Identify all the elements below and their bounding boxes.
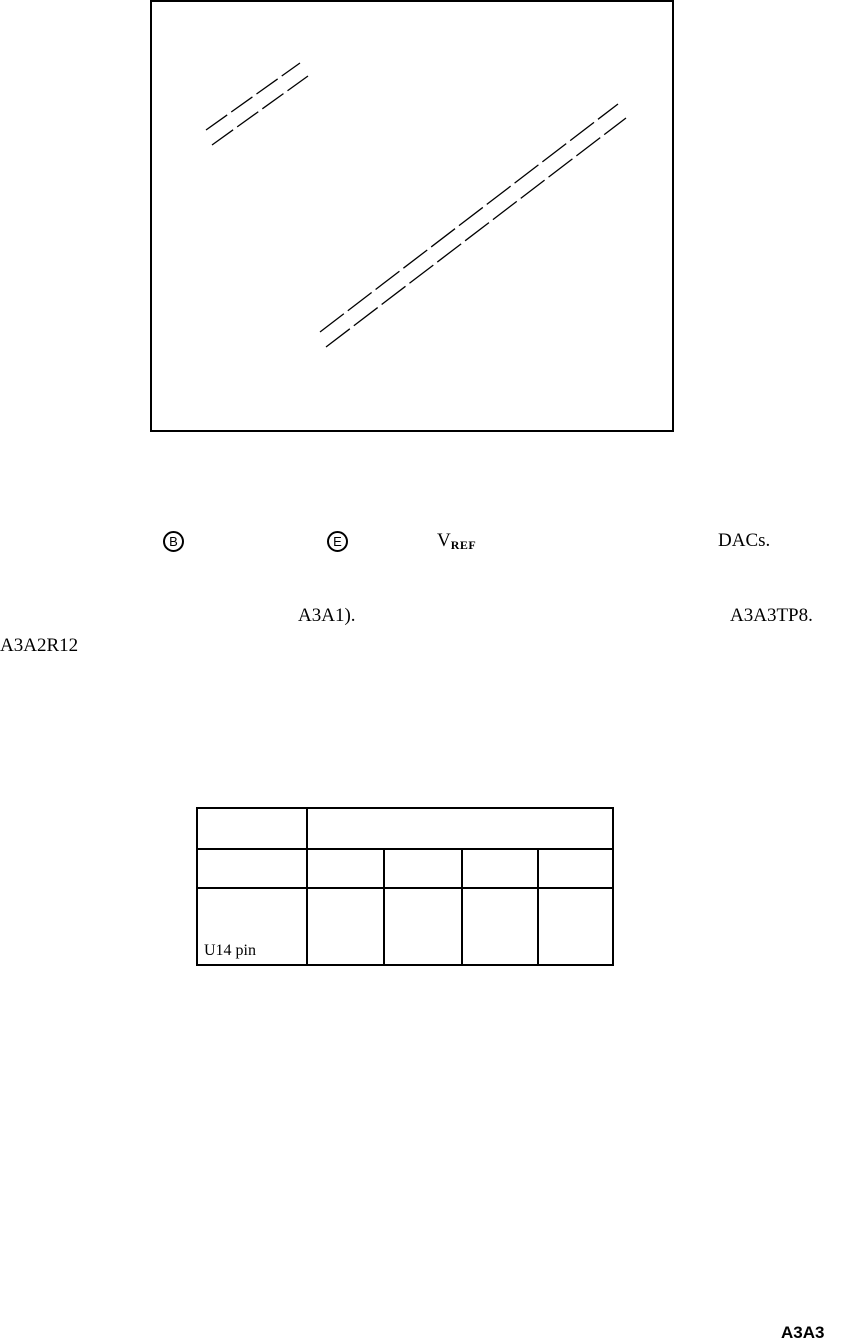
ref-a3a2r12: A3A2R12 (0, 635, 79, 656)
table-col-divider (383, 848, 385, 964)
table-row-divider (198, 887, 612, 889)
table-col-divider (306, 809, 308, 964)
trace-upper-a (206, 63, 300, 130)
table-col-divider (537, 848, 539, 964)
table-col-divider (461, 848, 463, 964)
table-row-label: U14 pin (204, 942, 256, 959)
dacs-text: DACs. (718, 530, 771, 551)
section-tag: A3A3 (781, 1323, 825, 1342)
ref-a3a3tp8: A3A3TP8. (730, 605, 813, 626)
vref-label: $V_{REF}$ (437, 530, 477, 552)
trace-upper-b (212, 76, 308, 145)
marker-e-icon: E (327, 531, 348, 552)
trace-lower-a (320, 104, 618, 332)
table-row-divider (198, 848, 612, 850)
marker-b-icon: B (163, 531, 184, 552)
measurement-table (196, 807, 614, 966)
trace-lower-b (326, 118, 626, 347)
display-figure (150, 0, 674, 432)
ref-a3a1: A3A1). (298, 605, 356, 626)
